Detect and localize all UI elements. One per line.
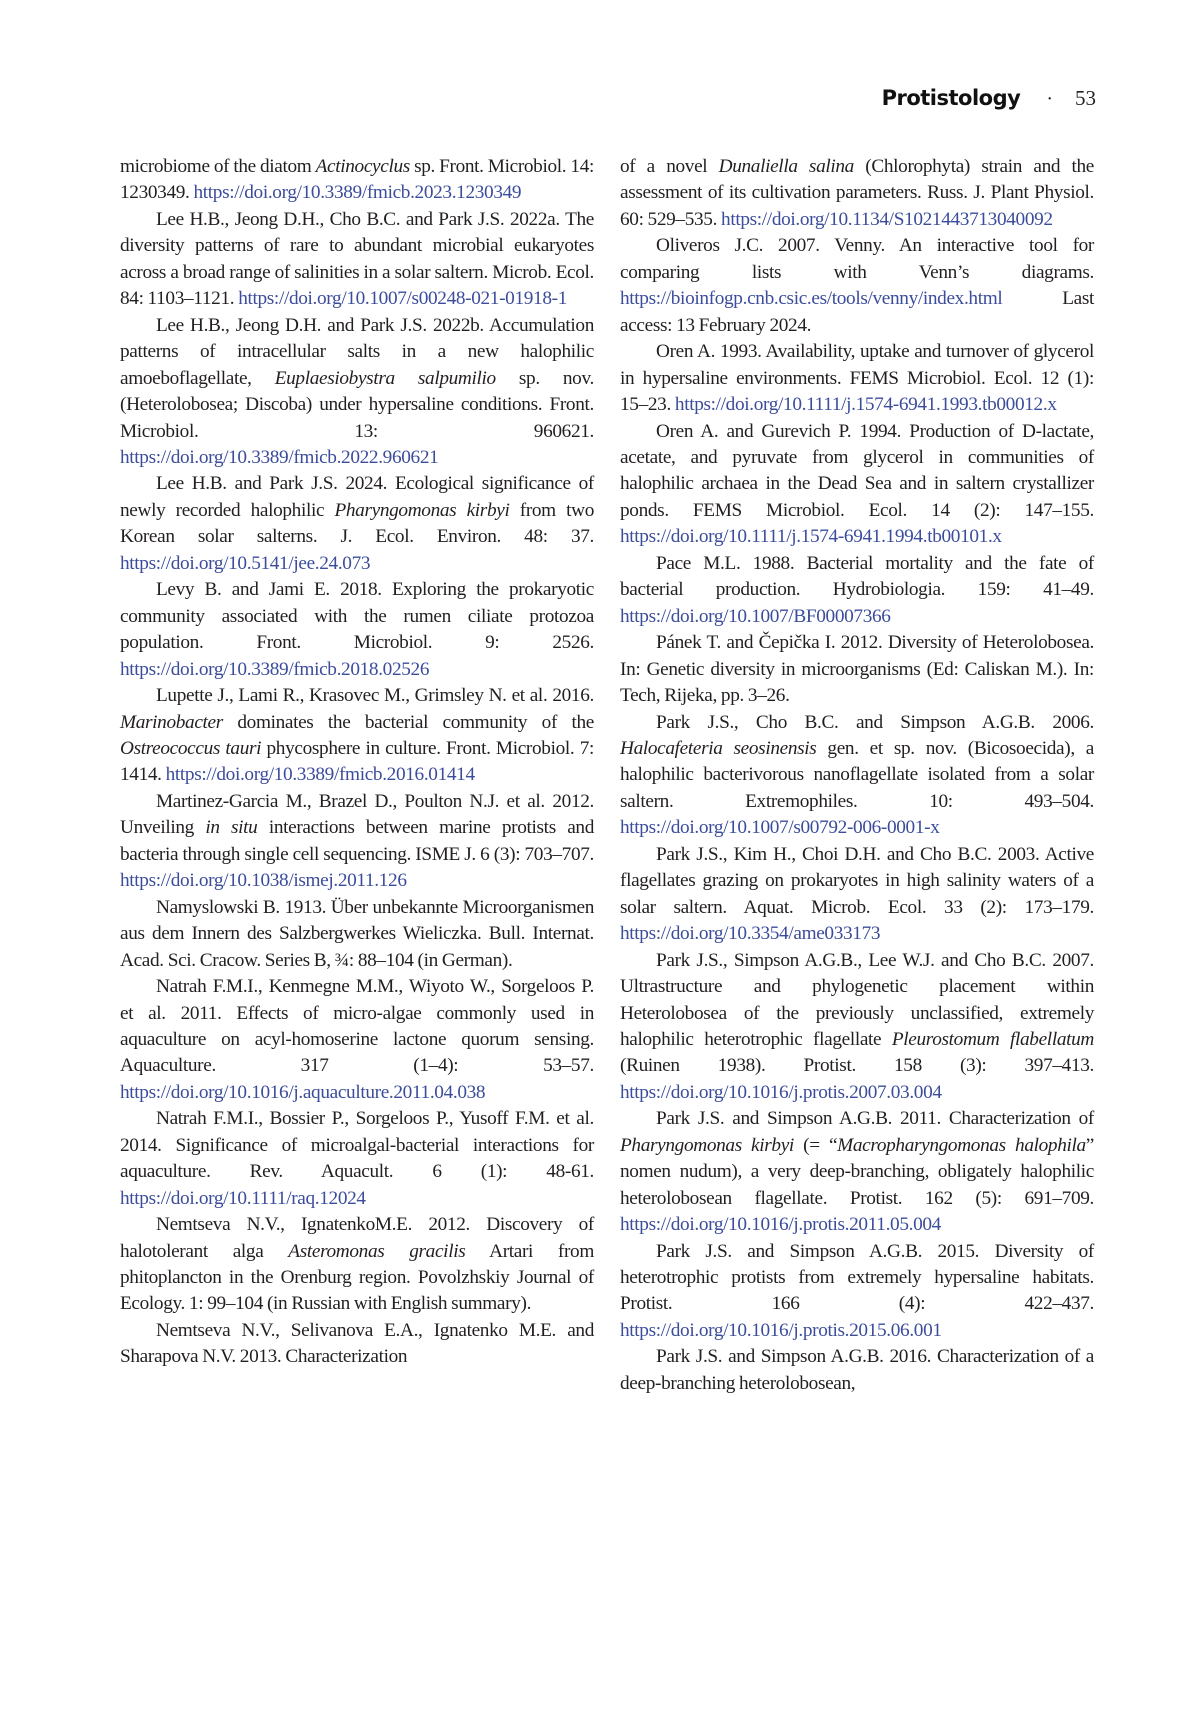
reference-text: Pánek T. and Čepička I. 2012. Diversity of Heterolobosea. In: Genetic diversity in microorganisms (Ed: Caliskan M.). In: Tech, Rijeka, pp. 3–26.	[620, 632, 1094, 706]
reference-entry	[620, 339, 1094, 418]
doi-link[interactable]: https://doi.org/10.1111/j.1574-6941.1994.tb00101.x	[620, 526, 1002, 547]
italic-taxon-text: Pharyngomonas kirbyi	[334, 500, 509, 521]
doi-link[interactable]: https://doi.org/10.1007/s00248-021-01918-1	[238, 288, 567, 309]
reference-text: Natrah F.M.I., Kenmegne M.M., Wiyoto W., Sorgeloos P. et al. 2011. Effects of micro-algae commonly used in aquaculture on acyl-homoserine lactone quorum sensing. Aquaculture. 317 (1–4): 53–57.	[120, 976, 594, 1076]
reference-text: (Ruinen 1938). Protist. 158 (3): 397–413.	[620, 1055, 1094, 1076]
doi-link[interactable]: https://doi.org/10.1134/S1021443713040092	[721, 209, 1053, 230]
reference-text: gen. et sp. nov. (Bicosoecida), a halophilic bacterivorous nanoflagellate isolated from a solar saltern. Extremophiles. 10: 493–504.	[620, 738, 1094, 812]
italic-taxon-text: Ostreococcus tauri	[120, 738, 261, 759]
reference-text: Lee H.B., Jeong D.H. and Park J.S. 2022b. Accumulation patterns of intracellular salts in a new halophilic amoeboflagellate,	[120, 315, 594, 389]
doi-link[interactable]: https://doi.org/10.1016/j.aquaculture.2011.04.038	[120, 1082, 485, 1103]
italic-taxon-text: Actinocyclus	[316, 156, 410, 177]
doi-link[interactable]: https://doi.org/10.1007/s00792-006-0001-x	[620, 817, 940, 838]
italic-taxon-text: Pleurostomum flabellatum	[892, 1029, 1094, 1050]
reference-continuation	[620, 154, 1094, 233]
reference-text: interactions between marine protists and bacteria through single cell sequencing. ISME J. 6 (3): 703–707.	[120, 817, 594, 864]
reference-text: Park J.S., Cho B.C. and Simpson A.G.B. 2006.	[656, 712, 1094, 733]
reference-text: microbiome of the diatom	[120, 156, 316, 177]
reference-entry	[620, 842, 1094, 948]
reference-entry	[620, 1344, 1094, 1397]
reference-text: Artari from phitoplancton in the Orenburg region. Povolzhskiy Journal of Ecology. 1: 99–104 (in Russian with English summary).	[120, 1241, 594, 1315]
reference-entry	[120, 895, 594, 974]
doi-link[interactable]: https://doi.org/10.3389/fmicb.2022.960621	[120, 447, 438, 468]
doi-link[interactable]: https://doi.org/10.1038/ismej.2011.126	[120, 870, 407, 891]
reference-text: Oren A. 1993. Availability, uptake and turnover of glycerol in hypersaline environments. FEMS Microbiol. Ecol. 12 (1): 15–23.	[620, 341, 1094, 415]
reference-entry	[120, 207, 594, 313]
doi-link[interactable]: https://doi.org/10.3389/fmicb.2023.1230349	[193, 182, 521, 203]
italic-taxon-text: Euplaesiobystra salpumilio	[275, 368, 496, 389]
references-column-left	[120, 154, 594, 1371]
page-number: 53	[1075, 86, 1096, 111]
italic-taxon-text: Macropharyngomonas halophila	[837, 1135, 1086, 1156]
reference-text: Park J.S. and Simpson A.G.B. 2015. Diversity of heterotrophic protists from extremely hypersaline habitats. Protist. 166 (4): 422–437.	[620, 1241, 1094, 1315]
reference-entry	[620, 419, 1094, 551]
reference-text: Namyslowski B. 1913. Über unbekannte Microorganismen aus dem Innern des Salzbergwerkes Wieliczka. Bull. Internat. Acad. Sci. Cracow. Series B, ¾: 88–104 (in German).	[120, 897, 594, 971]
reference-entry	[620, 948, 1094, 1107]
reference-text: Natrah F.M.I., Bossier P., Sorgeloos P., Yusoff F.M. et al. 2014. Significance of microalgal-bacterial interactions for aquaculture. Rev. Aquacult. 6 (1): 48-61.	[120, 1108, 594, 1182]
reference-text: Park J.S., Kim H., Choi D.H. and Cho B.C. 2003. Active flagellates grazing on prokaryotes in high salinity waters of a solar saltern. Aquat. Microb. Ecol. 33 (2): 173–179.	[620, 844, 1094, 918]
reference-entry	[620, 551, 1094, 630]
reference-text: sp. nov. (Heterolobosea; Discoba) under hypersaline conditions. Front. Microbiol. 13: 960621.	[120, 368, 594, 442]
reference-text: Pace M.L. 1988. Bacterial mortality and the fate of bacterial production. Hydrobiologia. 159: 41–49.	[620, 553, 1094, 600]
doi-link[interactable]: https://doi.org/10.3389/fmicb.2016.01414	[166, 764, 475, 785]
reference-entry	[620, 630, 1094, 709]
reference-text: sp. Front. Microbiol. 14: 1230349.	[120, 156, 594, 203]
doi-link[interactable]: https://doi.org/10.5141/jee.24.073	[120, 553, 370, 574]
header-separator: ·	[1046, 88, 1053, 111]
reference-text: Nemtseva N.V., IgnatenkoM.E. 2012. Discovery of halotolerant alga	[120, 1214, 594, 1261]
reference-text: Lee H.B., Jeong D.H., Cho B.C. and Park J.S. 2022a. The diversity patterns of rare to abundant microbial eukaryotes across a broad range of salinities in a solar saltern. Microb. Ecol. 84: 1103–1121.	[120, 209, 594, 309]
italic-taxon-text: in situ	[205, 817, 257, 838]
reference-text: ” nomen nudum), a very deep-branching, obligately halophilic heterolobosean flagellate. Protist. 162 (5): 691–709.	[620, 1135, 1094, 1209]
reference-entry	[120, 683, 594, 789]
reference-text: Levy B. and Jami E. 2018. Exploring the prokaryotic community associated with the rumen ciliate protozoa population. Front. Microbiol. 9: 2526.	[120, 579, 594, 653]
reference-entry	[120, 1212, 594, 1318]
reference-text: Park J.S. and Simpson A.G.B. 2011. Characterization of	[656, 1108, 1094, 1129]
reference-text: phycosphere in culture. Front. Microbiol. 7: 1414.	[120, 738, 594, 785]
reference-text: (Chlorophyta) strain and the assessment of its cultivation parameters. Russ. J. Plant Physiol. 60: 529–535.	[620, 156, 1094, 230]
reference-entry	[620, 1106, 1094, 1238]
reference-text: Lupette J., Lami R., Krasovec M., Grimsley N. et al. 2016.	[156, 685, 594, 706]
italic-taxon-text: Dunaliella salina	[719, 156, 854, 177]
reference-entry	[620, 1239, 1094, 1345]
italic-taxon-text: Marinobacter	[120, 712, 223, 733]
journal-name: Protistology	[882, 86, 1021, 110]
reference-text: (= “	[794, 1135, 837, 1156]
doi-link[interactable]: https://bioinfogp.cnb.csic.es/tools/venny/index.html	[620, 288, 1002, 309]
reference-entry	[120, 1318, 594, 1371]
italic-taxon-text: Pharyngomonas kirbyi	[620, 1135, 794, 1156]
doi-link[interactable]: https://doi.org/10.1007/BF00007366	[620, 606, 891, 627]
reference-text: Nemtseva N.V., Selivanova E.A., Ignatenko M.E. and Sharapova N.V. 2013. Characterization	[120, 1320, 594, 1367]
reference-text: Park J.S. and Simpson A.G.B. 2016. Characterization of a deep-branching heterolobosean,	[620, 1346, 1094, 1393]
doi-link[interactable]: https://doi.org/10.3354/ame033173	[620, 923, 880, 944]
reference-entry	[120, 789, 594, 895]
reference-entry	[620, 233, 1094, 339]
reference-entry	[120, 974, 594, 1106]
reference-text: Oren A. and Gurevich P. 1994. Production of D-lactate, acetate, and pyruvate from glycerol in communities of halophilic archaea in the Dead Sea and in saltern crystallizer ponds. FEMS Microbiol. Ecol. 14 (2): 147–155.	[620, 421, 1094, 521]
reference-entry	[120, 471, 594, 577]
reference-text: Park J.S., Simpson A.G.B., Lee W.J. and Cho B.C. 2007. Ultrastructure and phylogenetic placement within Heterolobosea of the previously unclassified, extremely halophilic heterotrophic flagellate	[620, 950, 1094, 1050]
doi-link[interactable]: https://doi.org/10.1016/j.protis.2011.05.004	[620, 1214, 941, 1235]
reference-continuation	[120, 154, 594, 207]
references-column-right	[620, 154, 1094, 1397]
reference-text: Martinez-Garcia M., Brazel D., Poulton N.J. et al. 2012. Unveiling	[120, 791, 594, 838]
doi-link[interactable]: https://doi.org/10.1016/j.protis.2015.06.001	[620, 1320, 942, 1341]
reference-entry	[620, 710, 1094, 842]
reference-text: Oliveros J.C. 2007. Venny. An interactive tool for comparing lists with Venn’s diagrams.	[620, 235, 1094, 282]
italic-taxon-text: Halocafeteria seosinensis	[620, 738, 816, 759]
reference-text: Last access: 13 February 2024.	[620, 288, 1094, 335]
reference-text: from two Korean solar salterns. J. Ecol. Environ. 48: 37.	[120, 500, 594, 547]
reference-text: Lee H.B. and Park J.S. 2024. Ecological significance of newly recorded halophilic	[120, 473, 594, 520]
doi-link[interactable]: https://doi.org/10.1111/raq.12024	[120, 1188, 366, 1209]
italic-taxon-text: Asteromonas gracilis	[288, 1241, 465, 1262]
reference-entry	[120, 1106, 594, 1212]
reference-entry	[120, 577, 594, 683]
doi-link[interactable]: https://doi.org/10.3389/fmicb.2018.02526	[120, 659, 429, 680]
reference-entry	[120, 313, 594, 472]
running-header	[882, 86, 1096, 111]
reference-text: of a novel	[620, 156, 719, 177]
reference-text: dominates the bacterial community of the	[223, 712, 594, 733]
doi-link[interactable]: https://doi.org/10.1111/j.1574-6941.1993.tb00012.x	[675, 394, 1057, 415]
doi-link[interactable]: https://doi.org/10.1016/j.protis.2007.03.004	[620, 1082, 942, 1103]
